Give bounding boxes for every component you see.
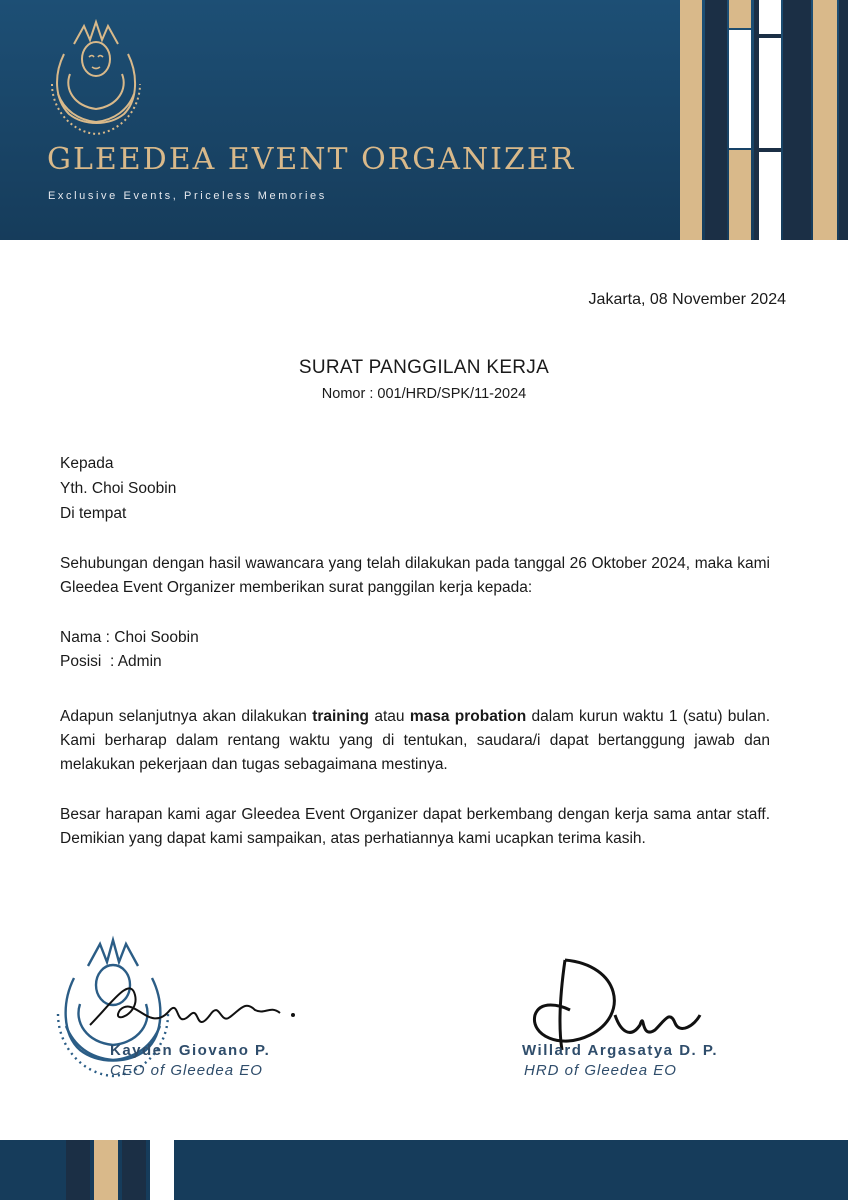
letter-footer [0, 1140, 848, 1200]
letter-number: Nomor : 001/HRD/SPK/11-2024 [321, 386, 527, 402]
decor-stripe [94, 1140, 118, 1200]
candidate-name: Nama : Choi Soobin [60, 629, 199, 646]
bold-probation: masa probation [409, 708, 527, 725]
company-name: GLEEDEA EVENT ORGANIZER [47, 142, 576, 177]
letter-title: SURAT PANGGILAN KERJA [298, 357, 550, 378]
opening-paragraph: Sehubungan dengan hasil wawancara yang telah dilakukan pada tanggal 26 Oktober 2024, maka kami Gleedea Event Organizer memberikan surat panggilan kerja kepada: [60, 555, 770, 596]
text-span: atau [369, 708, 410, 725]
decor-stripe [729, 0, 751, 28]
signature-right-handwriting [520, 955, 720, 1055]
text-span: dalam kurun waktu 1 (satu) bulan. Kami berharap dalam rentang waktu yang di tentukan, saudara/i dapat bertanggung jawab dan melakukan pekerjaan dan tugas sebagaimana mestinya. [60, 708, 771, 773]
decor-stripe [705, 0, 727, 240]
signer-left-name: Kayden Giovano P. [110, 1042, 271, 1059]
decor-stripe [729, 150, 751, 240]
decor-stripe [729, 30, 751, 148]
recipient-name: Yth. Choi Soobin [60, 480, 177, 497]
recipient-line: Kepada [60, 455, 114, 472]
text-span: Adapun selanjutnya akan dilakukan [60, 708, 313, 725]
signer-right-name: Willard Argasatya D. P. [522, 1042, 719, 1059]
decor-stripe [759, 148, 781, 152]
letterhead [0, 0, 848, 240]
company-tagline: Exclusive Events, Priceless Memories [48, 190, 327, 202]
recipient-place: Di tempat [60, 505, 127, 522]
company-logo [34, 14, 158, 138]
training-paragraph [60, 705, 770, 777]
decor-stripe [680, 0, 702, 240]
signer-left-role: CEO of Gleedea EO [110, 1062, 263, 1079]
decor-stripe [759, 34, 781, 38]
decor-stripe [783, 0, 811, 240]
signer-right-role: HRD of Gleedea EO [524, 1062, 677, 1079]
candidate-position: Posisi : Admin [60, 653, 162, 670]
signature-left-handwriting [80, 955, 310, 1050]
decor-stripe [813, 0, 837, 240]
decor-stripe [839, 0, 848, 240]
decor-stripe [122, 1140, 146, 1200]
letter-date: Jakarta, 08 November 2024 [588, 291, 786, 308]
bold-training: training [312, 708, 370, 725]
decor-stripe [150, 1140, 174, 1200]
decor-stripe [66, 1140, 90, 1200]
closing-paragraph: Besar harapan kami agar Gleedea Event Organizer dapat berkembang dengan kerja sama antar staff. Demikian yang dapat kami sampaikan, atas perhatiannya kami ucapkan terima kasih. [60, 806, 770, 847]
